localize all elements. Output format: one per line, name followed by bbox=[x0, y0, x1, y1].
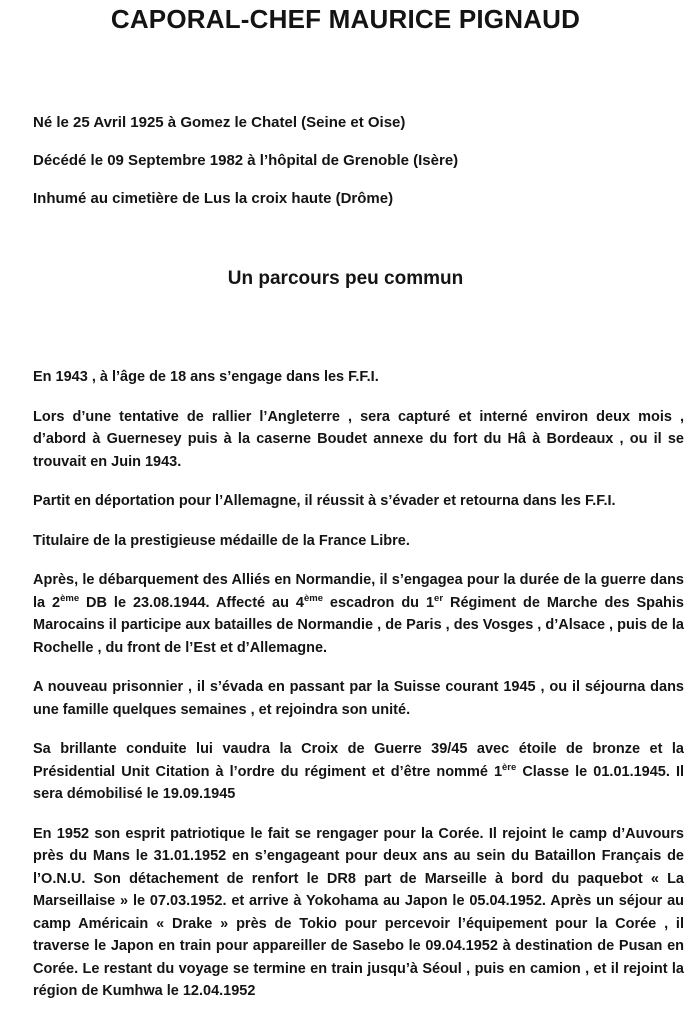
ordinal-sup: ème bbox=[60, 592, 80, 604]
body-text bbox=[33, 366, 684, 1020]
paragraph-normandy bbox=[33, 569, 684, 659]
paragraph-normandy-b: DB le 23.08.1944. Affecté au 4 bbox=[79, 594, 304, 611]
bio-list bbox=[33, 113, 458, 227]
paragraph-medal: Titulaire de la prestigieuse médaille de la France Libre. bbox=[33, 532, 410, 549]
paragraph-normandy-a: Après, le débarquement des Alliés en Normandie, il s’engagea pour la durée de la guerre dans la 2 bbox=[33, 572, 684, 611]
bio-burial: Inhumé au cimetière de Lus la croix haute (Drôme) bbox=[33, 190, 394, 207]
ordinal-sup: ème bbox=[303, 592, 323, 604]
paragraph-decorations-a: Sa brillante conduite lui vaudra la Croix de Guerre 39/45 avec étoile de bronze et la Présidential Unit Citation à l’ordre du régiment et d’être nommé 1 bbox=[33, 741, 684, 780]
page-title: CAPORAL-CHEF MAURICE PIGNAUD bbox=[110, 4, 581, 34]
paragraph-capture: Lors d’une tentative de rallier l’Angleterre , sera capturé et interné environ deux mois , d’abord à Guernesey puis à la caserne Boudet annexe du fort du Hâ à Bordeaux , ou il se trouvait en Juin 1943. bbox=[33, 408, 684, 470]
paragraph-deportation: Partit en déportation pour l’Allemagne, il réussit à s’évader et retourna dans les F.F.I. bbox=[33, 493, 616, 509]
bio-birth: Né le 25 Avril 1925 à Gomez le Chatel (Seine et Oise) bbox=[33, 114, 406, 131]
paragraph-decorations-b: Classe le 01.01.1945. Il sera démobilisé le 19.09.1945 bbox=[33, 763, 684, 802]
paragraph-decorations bbox=[33, 738, 684, 806]
section-subtitle: Un parcours peu commun bbox=[227, 268, 464, 289]
paragraph-normandy-c: escadron du 1 bbox=[322, 594, 435, 611]
paragraph-korea: En 1952 son esprit patriotique le fait se rengager pour la Corée. Il rejoint le camp d’Auvours près du Mans le 31.01.1952 en s’engageant pour deux ans au sein du Bataillon Français de l’O.N.U. Son détachement de renfort le DR8 part de Marseille à bord du paquebot « La Marseillaise » le 07.03.1952. et arrive à Yokohama au Japon le 05.04.1952. Après un séjour au camp Américain « Drake » près de Tokio pour percevoir l’équipement pour la Corée , il traverse le Japon en train pour appareiller de Sasebo le 09.04.1952 à destination de Pusan en Corée. Le restant du voyage se termine en train jusqu’à Séoul , puis en camion , et il rejoint la région de Kumhwa le 12.04.1952 bbox=[33, 825, 684, 999]
ordinal-sup: er bbox=[434, 592, 444, 604]
bio-death: Décédé le 09 Septembre 1982 à l’hôpital de Grenoble (Isère) bbox=[33, 152, 459, 169]
ordinal-sup: ère bbox=[502, 761, 517, 773]
paragraph-ffi: En 1943 , à l’âge de 18 ans s’engage dans les F.F.I. bbox=[33, 369, 379, 385]
paragraph-normandy-d: Régiment de Marche des Spahis Marocains il participe aux batailles de Normandie , de Paris , des Vosges , d’Alsace , puis de la Rochelle , du front de l’Est et d’Allemagne. bbox=[33, 594, 684, 656]
paragraph-escape: A nouveau prisonnier , il s’évada en passant par la Suisse courant 1945 , ou il séjourna dans une famille quelques semaines , et rejoindra son unité. bbox=[33, 679, 684, 718]
